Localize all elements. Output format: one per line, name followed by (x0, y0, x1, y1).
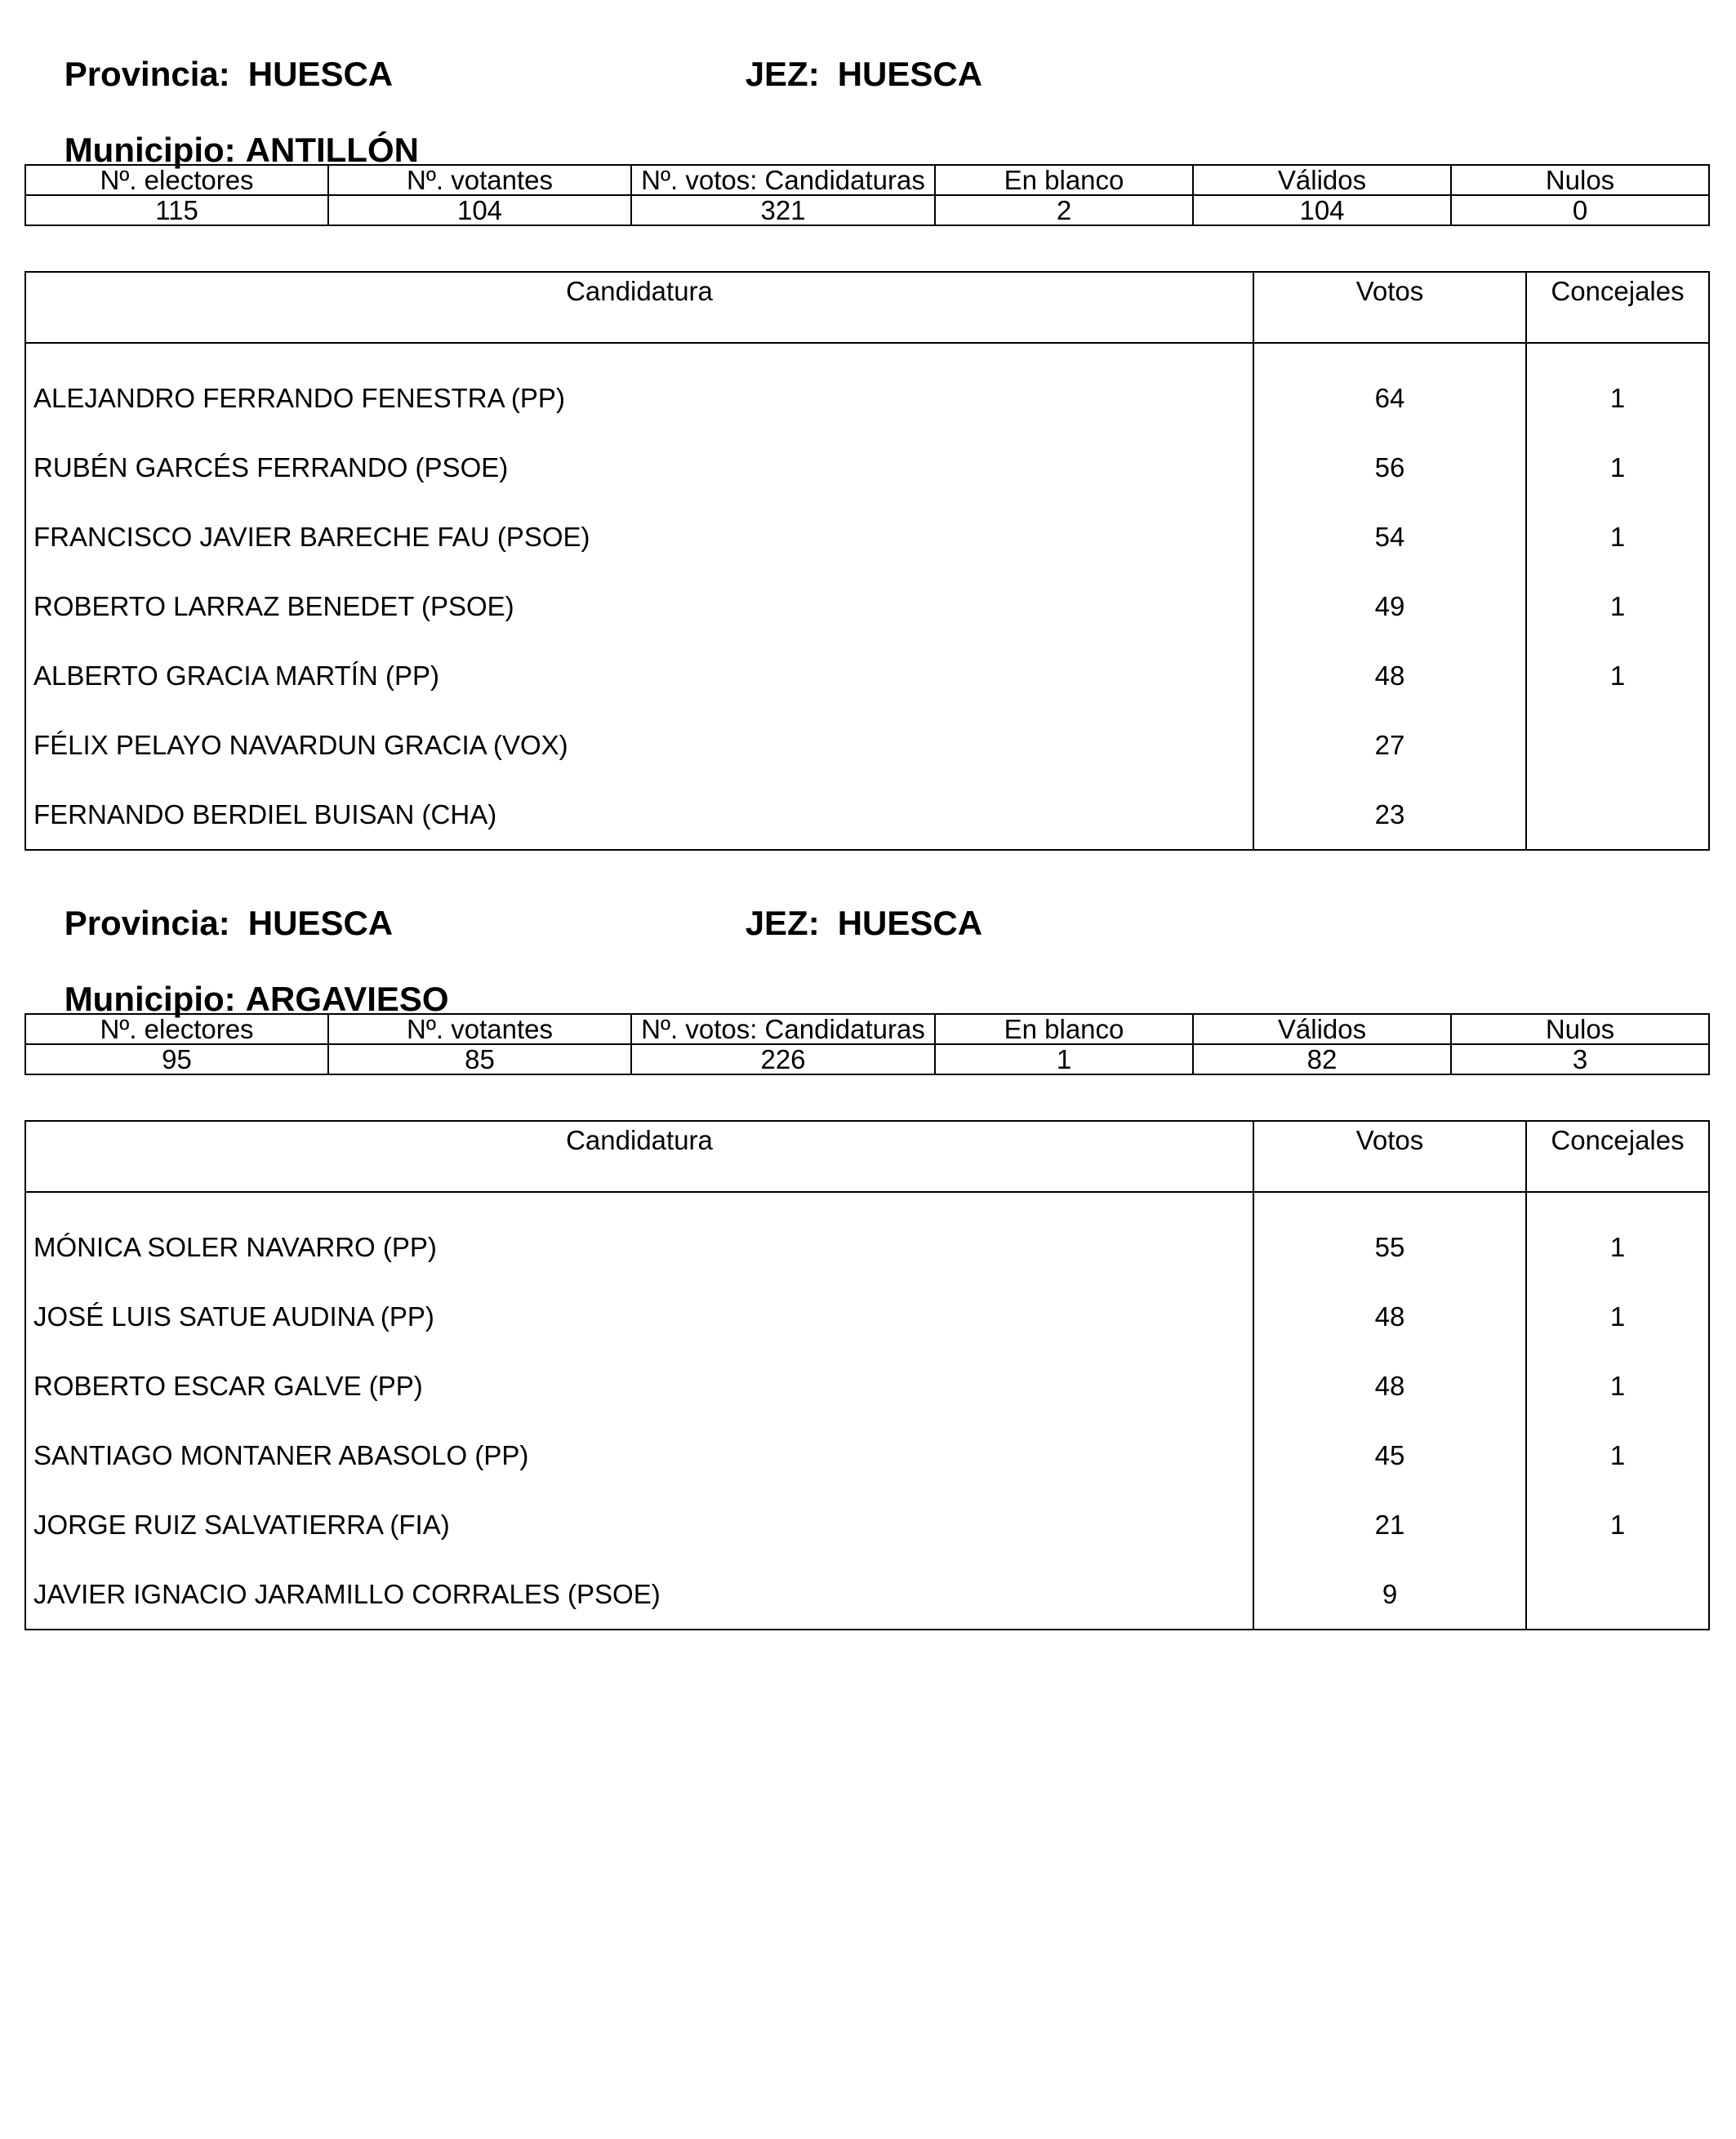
municipio-block-antillon (24, 0, 1708, 829)
candidate-row (25, 1421, 1709, 1490)
candidate-concejales: 1 (1609, 1231, 1626, 1262)
candidate-concejales: 1 (1609, 451, 1626, 482)
candidate-votos: 48 (1253, 1351, 1526, 1421)
candidates-table (24, 1120, 1710, 1630)
candidate-name: FERNANDO BERDIEL BUISAN (CHA) (25, 780, 1253, 850)
candidate-concejales: 1 (1609, 521, 1626, 552)
candidate-row (25, 571, 1709, 641)
candidate-row (25, 1212, 1709, 1282)
candidate-row (25, 1559, 1709, 1630)
nulos-value: 0 (1451, 195, 1709, 225)
candidate-row (25, 1490, 1709, 1559)
summary-header-cell: Nº. electores (25, 1014, 328, 1044)
en-blanco-value: 1 (935, 1044, 1193, 1074)
candidate-name: FÉLIX PELAYO NAVARDUN GRACIA (VOX) (25, 710, 1253, 780)
spacer-cell (1253, 343, 1526, 363)
candidate-row (25, 502, 1709, 571)
en-blanco-value: 2 (935, 195, 1193, 225)
candidate-name: MÓNICA SOLER NAVARRO (PP) (25, 1212, 1253, 1282)
summary-header-cell: En blanco (935, 165, 1193, 195)
jez-value: HUESCA (837, 55, 983, 93)
votos-header: Votos (1253, 272, 1526, 343)
candidate-row (25, 641, 1709, 710)
candidate-votos: 64 (1253, 363, 1526, 433)
candidate-name: JOSÉ LUIS SATUE AUDINA (PP) (25, 1282, 1253, 1351)
candidate-row (25, 780, 1709, 850)
votos-header: Votos (1253, 1121, 1526, 1192)
municipio-value: ANTILLÓN (245, 131, 419, 169)
concejales-header: Concejales (1526, 272, 1709, 343)
spacer-cell (1526, 343, 1709, 363)
candidates-table (24, 271, 1710, 851)
municipio-value: ARGAVIESO (245, 980, 449, 1018)
candidate-concejales: 1 (1609, 1301, 1626, 1332)
candidate-concejales (1526, 710, 1709, 780)
electores-value: 115 (25, 195, 328, 225)
candidate-name: JAVIER IGNACIO JARAMILLO CORRALES (PSOE) (25, 1559, 1253, 1630)
provincia-value: HUESCA (247, 904, 394, 942)
candidate-row (25, 710, 1709, 780)
municipio-block-argavieso (24, 849, 1708, 1625)
candidate-name: JORGE RUIZ SALVATIERRA (FIA) (25, 1490, 1253, 1559)
candidate-name: ROBERTO LARRAZ BENEDET (PSOE) (25, 571, 1253, 641)
candidate-votos: 48 (1253, 641, 1526, 710)
candidate-votos: 48 (1253, 1282, 1526, 1351)
candidate-votos: 56 (1253, 433, 1526, 502)
candidate-votos: 21 (1253, 1490, 1526, 1559)
jez-value: HUESCA (837, 904, 983, 942)
summary-header-cell: Nulos (1451, 1014, 1709, 1044)
candidate-votos: 9 (1253, 1559, 1526, 1630)
summary-header-cell: Válidos (1193, 165, 1451, 195)
summary-header-row (25, 165, 1709, 195)
candidate-votos: 27 (1253, 710, 1526, 780)
summary-header-cell: Nº. votantes (328, 165, 631, 195)
candidate-row (25, 363, 1709, 433)
candidates-header-row (25, 1121, 1709, 1192)
candidate-row (25, 1351, 1709, 1421)
electores-value: 95 (25, 1044, 328, 1074)
candidate-name: ROBERTO ESCAR GALVE (PP) (25, 1351, 1253, 1421)
candidate-concejales: 1 (1609, 1370, 1626, 1401)
candidate-votos: 54 (1253, 502, 1526, 571)
candidate-concejales: 1 (1609, 590, 1626, 621)
provincia-label: Provincia: (64, 55, 230, 93)
spacer-cell (25, 343, 1253, 363)
concejales-header: Concejales (1526, 1121, 1709, 1192)
summary-header-cell: Nº. votos: Candidaturas (631, 1014, 935, 1044)
summary-table (24, 164, 1710, 226)
votos-candidaturas-value: 321 (631, 195, 935, 225)
candidate-concejales: 1 (1609, 660, 1626, 691)
spacer-cell (25, 1192, 1253, 1212)
candidate-concejales: 1 (1609, 382, 1626, 413)
summary-header-cell: Nulos (1451, 165, 1709, 195)
summary-header-cell: En blanco (935, 1014, 1193, 1044)
nulos-value: 3 (1451, 1044, 1709, 1074)
provincia-value: HUESCA (247, 55, 394, 93)
summary-header-cell: Nº. electores (25, 165, 328, 195)
candidate-votos: 55 (1253, 1212, 1526, 1282)
votantes-value: 85 (328, 1044, 631, 1074)
spacer-row (25, 343, 1709, 363)
jez-line (707, 23, 982, 126)
candidate-concejales (1526, 1559, 1709, 1630)
candidate-concejales: 1 (1609, 1509, 1626, 1540)
summary-table (24, 1013, 1710, 1075)
municipio-label: Municipio: (64, 131, 236, 169)
summary-value-row (25, 195, 1709, 225)
summary-header-row (25, 1014, 1709, 1044)
jez-line (707, 872, 982, 975)
summary-header-cell: Nº. votos: Candidaturas (631, 165, 935, 195)
candidate-name: FRANCISCO JAVIER BARECHE FAU (PSOE) (25, 502, 1253, 571)
candidate-concejales: 1 (1609, 1439, 1626, 1470)
candidatura-header: Candidatura (25, 1121, 1253, 1192)
candidate-concejales (1526, 780, 1709, 850)
candidates-header-row (25, 272, 1709, 343)
summary-value-row (25, 1044, 1709, 1074)
candidate-name: SANTIAGO MONTANER ABASOLO (PP) (25, 1421, 1253, 1490)
provincia-label: Provincia: (64, 904, 230, 942)
candidate-name: RUBÉN GARCÉS FERRANDO (PSOE) (25, 433, 1253, 502)
validos-value: 104 (1193, 195, 1451, 225)
candidate-name: ALEJANDRO FERRANDO FENESTRA (PP) (25, 363, 1253, 433)
summary-header-cell: Nº. votantes (328, 1014, 631, 1044)
validos-value: 82 (1193, 1044, 1451, 1074)
candidate-votos: 45 (1253, 1421, 1526, 1490)
candidate-votos: 49 (1253, 571, 1526, 641)
municipio-label: Municipio: (64, 980, 236, 1018)
candidate-votos: 23 (1253, 780, 1526, 850)
summary-header-cell: Válidos (1193, 1014, 1451, 1044)
votos-candidaturas-value: 226 (631, 1044, 935, 1074)
candidate-row (25, 1282, 1709, 1351)
jez-label: JEZ: (745, 904, 820, 942)
candidate-row (25, 433, 1709, 502)
candidate-name: ALBERTO GRACIA MARTÍN (PP) (25, 641, 1253, 710)
spacer-row (25, 1192, 1709, 1212)
jez-label: JEZ: (745, 55, 820, 93)
spacer-cell (1526, 1192, 1709, 1212)
spacer-cell (1253, 1192, 1526, 1212)
candidatura-header: Candidatura (25, 272, 1253, 343)
votantes-value: 104 (328, 195, 631, 225)
